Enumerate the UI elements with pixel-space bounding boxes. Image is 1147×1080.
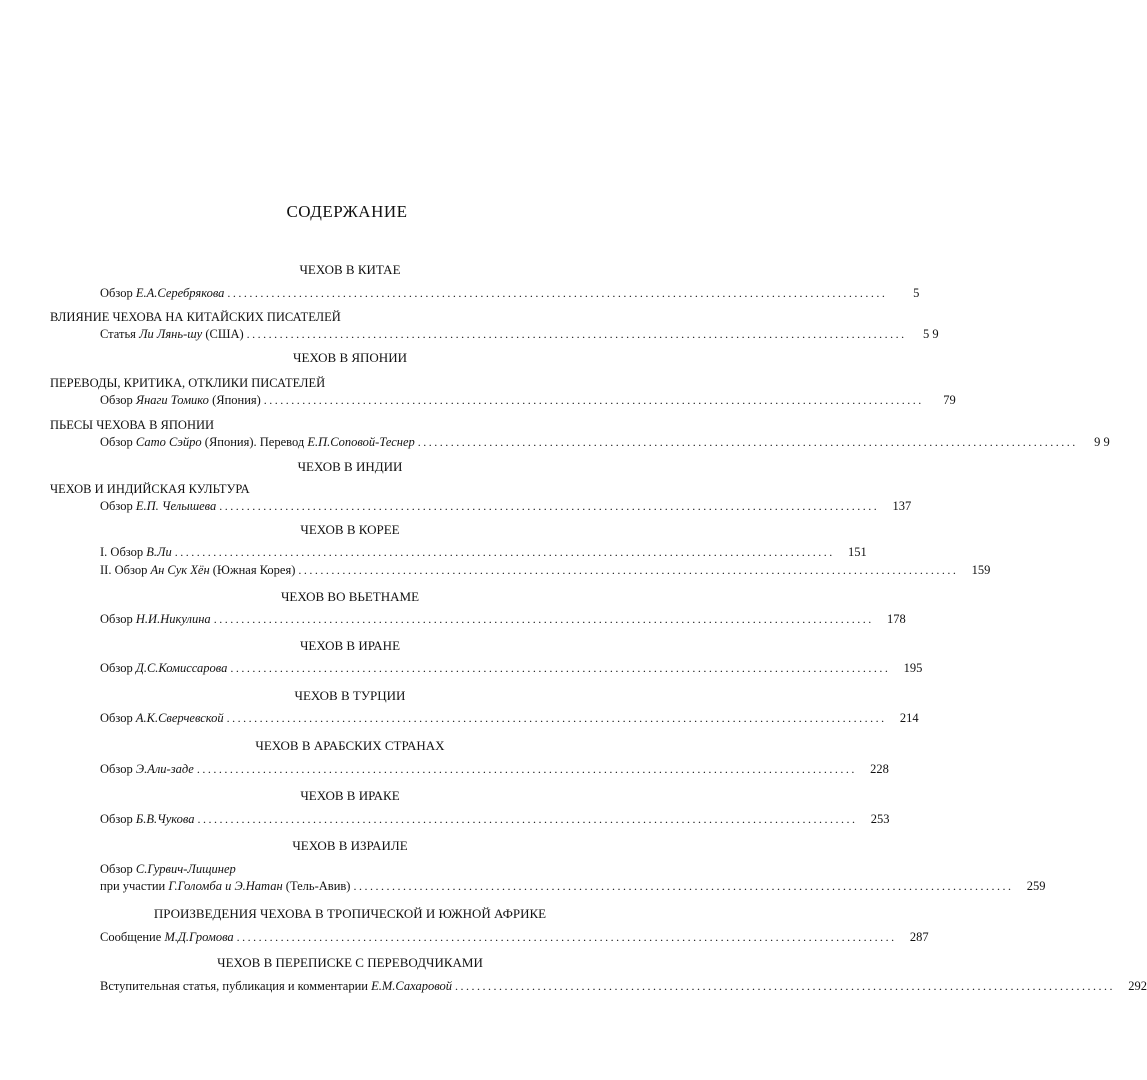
entry-label: Обзор Е.П. Челышева: [100, 499, 217, 513]
entry-label: Сообщение М.Д.Громова: [100, 930, 234, 944]
entry-label: Обзор Н.И.Никулина: [100, 612, 211, 626]
page-number: 159: [971, 563, 991, 577]
dot-leader: ........................................................................................................................: [197, 812, 858, 826]
page-number: 259: [1026, 879, 1046, 893]
entry-label: Обзор Э.Али-заде: [100, 762, 194, 776]
section-heading-israel: ЧЕХОВ В ИЗРАИЛЕ: [292, 838, 408, 853]
subheading: ПЕРЕВОДЫ, КРИТИКА, ОТКЛИКИ ПИСАТЕЛЕЙ: [50, 376, 326, 390]
section-heading-vietnam: ЧЕХОВ ВО ВЬЕТНАМЕ: [280, 589, 420, 604]
toc-entry[interactable]: [100, 499, 912, 514]
page-number: 287: [909, 930, 929, 944]
section-heading-correspondence: ЧЕХОВ В ПЕРЕПИСКЕ С ПЕРЕВОДЧИКАМИ: [217, 955, 483, 970]
entry-label: при участии Г.Голомба и Э.Натан (Тель-Авив): [100, 879, 351, 893]
dot-leader: ........................................................................................................................: [236, 930, 897, 944]
section-heading-india: ЧЕХОВ В ИНДИИ: [297, 459, 403, 474]
entry-label: I. Обзор В.Ли: [100, 545, 172, 559]
page-number: 292: [1128, 979, 1147, 993]
entry-label: Статья Ли Лянь-шу (США): [100, 327, 244, 341]
section-heading-korea: ЧЕХОВ В КОРЕЕ: [300, 522, 400, 537]
entry-label: Обзор Б.В.Чукова: [100, 812, 195, 826]
dot-leader: ........................................................................................................................: [227, 286, 888, 300]
toc-entry[interactable]: [100, 327, 939, 342]
section-heading-iraq: ЧЕХОВ В ИРАКЕ: [300, 788, 400, 803]
dot-leader: ........................................................................................................................: [226, 711, 887, 725]
toc-entry[interactable]: [100, 435, 1110, 450]
section-heading-china: ЧЕХОВ В КИТАЕ: [299, 262, 401, 277]
toc-entry-line[interactable]: Обзор С.Гурвич-Лищинер: [100, 862, 236, 876]
toc-entry[interactable]: [100, 286, 920, 301]
dot-leader: ........................................................................................................................: [174, 545, 835, 559]
page-number: 9 9: [1094, 435, 1110, 449]
page-number: 195: [903, 661, 923, 675]
page-number: 253: [870, 812, 890, 826]
toc-entry[interactable]: [100, 711, 919, 726]
section-heading-africa: ПРОИЗВЕДЕНИЯ ЧЕХОВА В ТРОПИЧЕСКОЙ И ЮЖНОЙ АФРИКЕ: [153, 906, 547, 921]
toc-entry[interactable]: [100, 563, 991, 578]
section-heading-turkey: ЧЕХОВ В ТУРЦИИ: [294, 688, 406, 703]
section-heading-arab: ЧЕХОВ В АРАБСКИХ СТРАНАХ: [255, 738, 445, 753]
dot-leader: ........................................................................................................................: [353, 879, 1014, 893]
subheading: ВЛИЯНИЕ ЧЕХОВА НА КИТАЙСКИХ ПИСАТЕЛЕЙ: [50, 310, 341, 324]
toc-entry[interactable]: [100, 979, 1147, 994]
page-number: 137: [892, 499, 912, 513]
toc-entry[interactable]: [100, 393, 956, 408]
toc-entry[interactable]: [100, 545, 867, 560]
entry-label: Обзор Янаги Томико (Япония): [100, 393, 261, 407]
entry-label: Обзор Е.А.Серебрякова: [100, 286, 225, 300]
toc-entry[interactable]: [100, 879, 1046, 894]
dot-leader: ........................................................................................................................: [298, 563, 959, 577]
subheading: ЧЕХОВ И ИНДИЙСКАЯ КУЛЬТУРА: [50, 482, 250, 496]
section-heading-japan: ЧЕХОВ В ЯПОНИИ: [293, 350, 407, 365]
page-number: 5: [913, 286, 920, 300]
entry-label: Вступительная статья, публикация и комментарии Е.М.Сахаровой: [100, 979, 452, 993]
dot-leader: ........................................................................................................................: [219, 499, 880, 513]
page-title: СОДЕРЖАНИЕ: [286, 202, 408, 221]
dot-leader: ........................................................................................................................: [213, 612, 874, 626]
page-number: 178: [886, 612, 906, 626]
dot-leader: ........................................................................................................................: [230, 661, 891, 675]
entry-label: Обзор Сато Сэйро (Япония). Перевод Е.П.Соповой-Теснер: [100, 435, 415, 449]
page-number: 228: [870, 762, 889, 776]
page-number: 79: [943, 393, 956, 407]
toc-entry[interactable]: [100, 930, 929, 945]
page-number: 214: [899, 711, 919, 725]
toc-entry[interactable]: [100, 812, 890, 827]
dot-leader: ........................................................................................................................: [454, 979, 1115, 993]
page-number: 151: [848, 545, 867, 559]
page-number: 5 9: [923, 327, 939, 341]
dot-leader: ........................................................................................................................: [246, 327, 907, 341]
toc-entry[interactable]: [100, 661, 923, 676]
toc-entry[interactable]: [100, 762, 889, 777]
dot-leader: ........................................................................................................................: [196, 762, 857, 776]
entry-label: II. Обзор Ан Сук Хён (Южная Корея): [100, 563, 296, 577]
toc-entry[interactable]: [100, 612, 906, 627]
section-heading-iran: ЧЕХОВ В ИРАНЕ: [299, 638, 401, 653]
subheading: ПЬЕСЫ ЧЕХОВА В ЯПОНИИ: [50, 418, 215, 432]
dot-leader: ........................................................................................................................: [417, 435, 1078, 449]
entry-label: Обзор Д.С.Комиссарова: [100, 661, 228, 675]
entry-label: Обзор А.К.Сверчевской: [100, 711, 224, 725]
dot-leader: ........................................................................................................................: [263, 393, 924, 407]
